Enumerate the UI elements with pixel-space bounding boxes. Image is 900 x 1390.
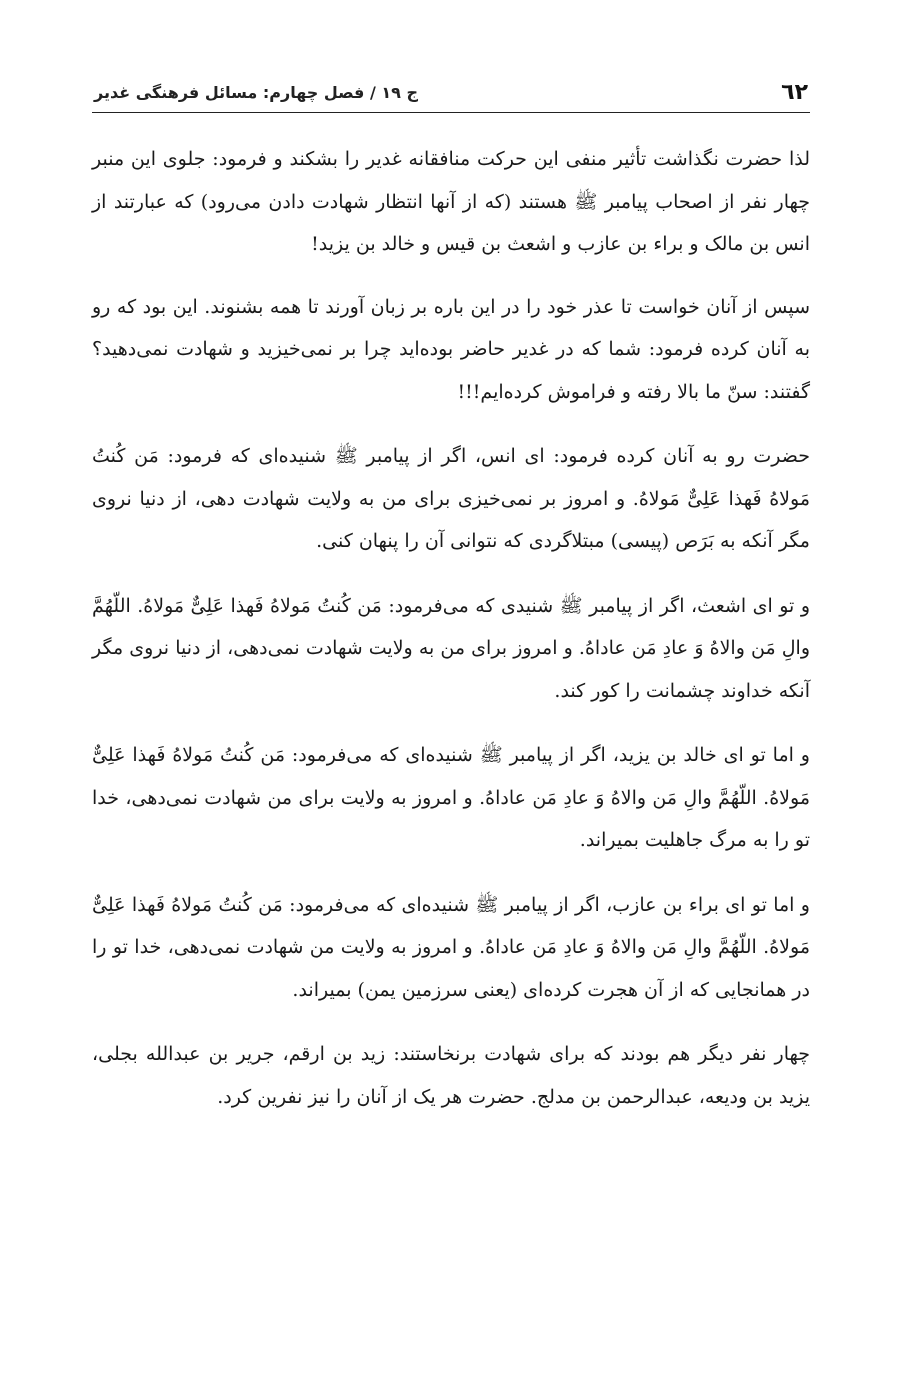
body-text: [92, 138, 810, 1140]
running-head: ج ١٩ / فصل چهارم: مسائل فرهنگی غدیر: [94, 82, 419, 102]
page-header: [92, 72, 810, 113]
book-page: [92, 0, 810, 1390]
paragraph: چهار نفر دیگر هم بودند که برای شهادت برنخاستند: زید بن ارقم، جریر بن عبدالله بجلی، یزید بن ودیعه، عبدالرحمن بن مدلج. حضرت هر یک از آنان را نیز نفرین کرد.: [92, 1043, 810, 1108]
paragraph: حضرت رو به آنان کرده فرمود: ای انس، اگر از پیامبر ﷺ شنیده‌ای که فرمود: مَن کُنتُ مَولاهُ فَهذا عَلِیٌّ مَولاهُ. و امروز بر نمی‌خیزی برای من به ولایت شهادت دهی، از دنیا نروی مگر آنکه به بَرَص (پیسی) مبتلاگردی که نتوانی آن را پنهان کنی.: [92, 445, 810, 552]
paragraph: لذا حضرت نگذاشت تأثیر منفی این حرکت منافقانه غدیر را بشکند و فرمود: جلوی این منبر چهار نفر از اصحاب پیامبر ﷺ هستند (که از آنها انتظار شهادت دادن می‌رود) که عبارتند از انس بن مالک و براء بن عازب و اشعث بن قیس و خالد بن یزید!: [92, 148, 810, 255]
paragraph: و اما تو ای براء بن عازب، اگر از پیامبر ﷺ شنیده‌ای که می‌فرمود: مَن کُنتُ مَولاهُ فَهذا عَلِیٌّ مَولاهُ. اللّهُمَّ والِ مَن والاهُ وَ عادِ مَن عاداهُ. و امروز به ولایت من شهادت نمی‌دهی، خدا تو را در همانجایی که از آن هجرت کرده‌ای (یعنی سرزمین یمن) بمیراند.: [92, 893, 810, 1001]
paragraph: و تو ای اشعث، اگر از پیامبر ﷺ شنیدی که می‌فرمود: مَن کُنتُ مَولاهُ فَهذا عَلِیٌّ مَولاهُ. اللّهُمَّ والِ مَن والاهُ وَ عادِ مَن عاداهُ. و امروز برای من به ولایت شهادت نمی‌دهی، از دنیا نروی مگر آنکه خداوند چشمانت را کور کند.: [92, 594, 810, 702]
page-number: ٦٢: [781, 79, 808, 105]
paragraph: سپس از آنان خواست تا عذر خود را در این باره بر زبان آورند تا همه بشنوند. این بود که رو به آنان کرده فرمود: شما که در غدیر حاضر بوده‌اید چرا بر نمی‌خیزید و شهادت نمی‌دهید؟ گفتند: سنّ ما بالا رفته و فراموش کرده‌ایم!!!: [92, 295, 810, 403]
paragraph: و اما تو ای خالد بن یزید، اگر از پیامبر ﷺ شنیده‌ای که می‌فرمود: مَن کُنتُ مَولاهُ فَهذا عَلِیٌّ مَولاهُ. اللّهُمَّ والِ مَن والاهُ وَ عادِ مَن عاداهُ. و امروز به ولایت برای من شهادت نمی‌دهی، خدا تو را به مرگ جاهلیت بمیراند.: [92, 744, 810, 851]
